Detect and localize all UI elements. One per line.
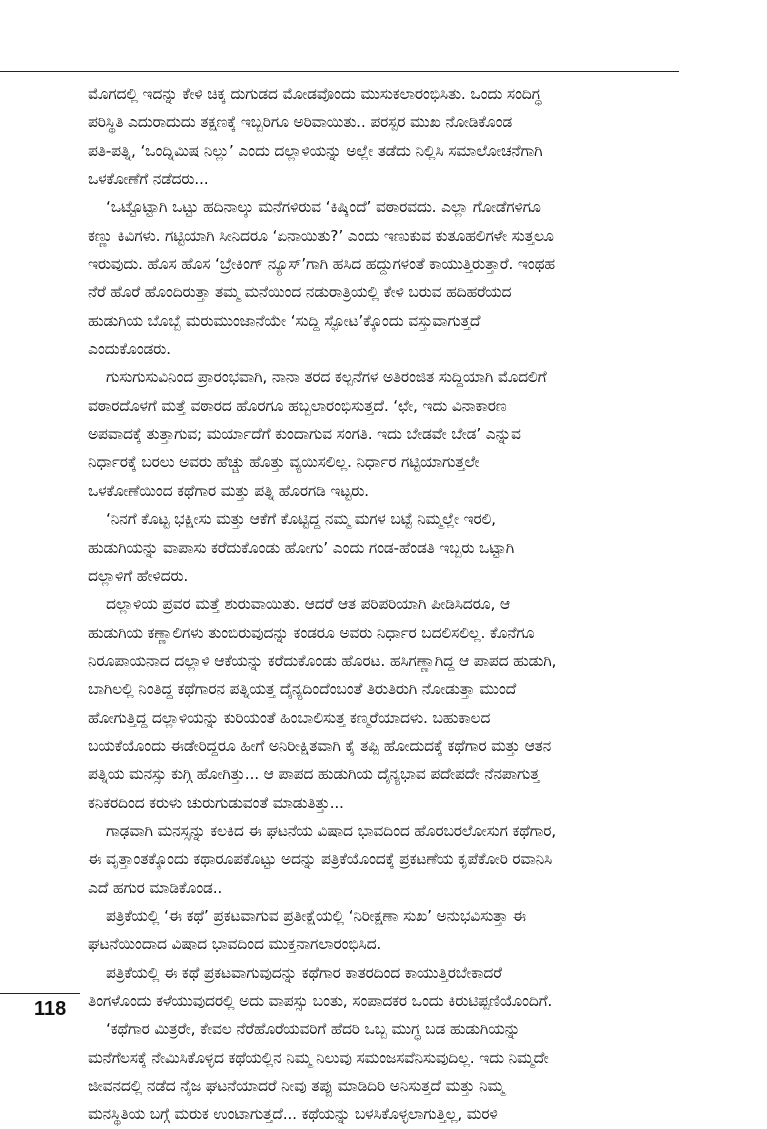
text-line: ತಿಂಗಳೊಂದು ಕಳೆಯುವುದರಲ್ಲಿ ಅದು ವಾಪಸ್ಸು ಬಂತು, ಸಂಪಾದಕರ ಒಂದು ಕಿರುಟಿಪ್ಪಣಿಯೊಂದಿಗೆ. [88,992,553,1010]
text-line: ಮನೆಗೆಲಸಕ್ಕೆ ನೇಮಿಸಿಕೊಳ್ಳದ ಕಥೆಯಲ್ಲಿನ ನಿಮ್ಮ ನಿಲುವು ಸಮಂಜಸವೆನಿಸುವುದಿಲ್ಲ. ಇದು ನಿಮ್ಮದೇ [88,1048,549,1067]
text-line: ದಲ್ಲಾಳಿಗೆ ಹೇಳಿದರು. [88,566,189,585]
text-line: ಮೊಗದಲ್ಲಿ ಇದನ್ನು ಕೇಳಿ ಚಿಕ್ಕ ದುಗುಡದ ಮೋಡವೊಂದು ಮುಸುಕಲಾರಂಭಿಸಿತು. ಒಂದು ಸಂದಿಗ್ಧ [88,85,542,103]
text-line: ಒಳಕೋಣೆಗೆ ನಡೆದರು... [88,170,209,189]
paragraph-start-line: ಗಾಢವಾಗಿ ಮನಸ್ಸನ್ನು ಕಲಕಿದ ಈ ಘಟನೆಯ ವಿಷಾದ ಭಾವದಿಂದ ಹೊರಬರಲೋಸುಗ ಕಥೆಗಾರ, [106,821,557,840]
paragraph-start-line: ಗುಸುಗುಸುವಿನಿಂದ ಪ್ರಾರಂಭವಾಗಿ, ನಾನಾ ತರದ ಕಲ್ಪನೆಗಳ ಅತಿರಂಜಿತ ಸುದ್ದಿಯಾಗಿ ಮೊದಲಿಗೆ [106,368,547,387]
text-line: ಪರಿಸ್ಥಿತಿ ಎದುರಾದುದು ತಕ್ಷಣಕ್ಕೆ ಇಬ್ಬರಿಗೂ ಅರಿವಾಯಿತು.. ಪರಸ್ಪರ ಮುಖ ನೋಡಿಕೊಂಡ [88,113,513,132]
footer-rule [0,993,80,994]
text-line: ಹುಡುಗಿಯ ಕಣ್ಣಾಲಿಗಳು ತುಂಬಿರುವುದನ್ನು ಕಂಡರೂ ಅವರು ನಿರ್ಧಾರ ಬದಲಿಸಲಿಲ್ಲ. ಕೊನೆಗೂ [88,623,535,642]
header-rule [0,71,679,72]
text-line: ಈ ವೃತ್ತಾಂತಕ್ಕೊಂದು ಕಥಾರೂಪಕೊಟ್ಟು ಅದನ್ನು ಪತ್ರಿಕೆಯೊಂದಕ್ಕೆ ಪ್ರಕಟಣೆಯ ಕೃಪೆಕೋರಿ ರವಾನಿಸಿ [88,850,553,869]
text-line: ಘಟನೆಯಿಂದಾದ ವಿಷಾದ ಭಾವದಿಂದ ಮುಕ್ತನಾಗಲಾರಂಭಿಸಿದ. [88,935,382,954]
text-line: ಬಾಗಿಲಲ್ಲಿ ನಿಂತಿದ್ದ ಕಥೆಗಾರನ ಪತ್ನಿಯತ್ತ ದೈನ್ಯದಿಂದೆಂಬಂತೆ ತಿರುತಿರುಗಿ ನೋಡುತ್ತಾ ಮುಂದೆ [88,680,517,699]
text-line: ಎದೆ ಹಗುರ ಮಾಡಿಕೊಂಡ.. [88,878,223,897]
paragraph-start-line: ‘ಒಟ್ಟೊಟ್ಟಾಗಿ ಒಟ್ಟು ಹದಿನಾಲ್ಕು ಮನೆಗಳಿರುವ ‘ಕಿಷ್ಕಿಂದೆ’ ವಠಾರವದು. ಎಲ್ಲಾ ಗೋಡೆಗಳಿಗೂ [106,198,541,217]
text-line: ಹುಡುಗಿಯ ಬೊಬ್ಬೆ ಮರುಮುಂಜಾನೆಯೇ ‘ಸುದ್ದಿ ಸ್ಫೋಟ’ಕ್ಕೊಂದು ವಸ್ತುವಾಗುತ್ತದೆ [88,311,481,330]
text-line: ಒಳಕೋಣೆಯಿಂದ ಕಥೆಗಾರ ಮತ್ತು ಪತ್ನಿ ಹೊರಗಡಿ ಇಟ್ಟರು. [88,481,369,500]
text-line: ಕನಿಕರದಿಂದ ಕರುಳು ಚುರುಗುಡುವಂತೆ ಮಾಡುತಿತ್ತು... [88,793,344,812]
text-line: ನಿರ್ಧಾರಕ್ಕೆ ಬರಲು ಅವರು ಹೆಚ್ಚು ಹೊತ್ತು ವ್ಯಯಿಸಲಿಲ್ಲ. ನಿರ್ಧಾರ ಗಟ್ಟಿಯಾಗುತ್ತಲೇ [88,453,480,472]
text-line: ಪತ್ನಿಯ ಮನಸ್ಸು ಕುಗ್ಗಿ ಹೋಗಿತ್ತು... ಆ ಪಾಪದ ಹುಡುಗಿಯ ದೈನ್ಯಭಾವ ಪದೇಪದೇ ನೆನಪಾಗುತ್ತ [88,765,540,784]
text-line: ಜೀವನದಲ್ಲಿ ನಡೆದ ನೈಜ ಘಟನೆಯಾದರೆ ನೀವು ತಪ್ಪು ಮಾಡಿದಿರಿ ಅನಿಸುತ್ತದೆ ಮತ್ತು ನಿಮ್ಮ [88,1077,505,1096]
text-line: ಬಯಕೆಯೊಂದು ಈಡೇರಿದ್ದರೂ ಹೀಗೆ ಅನಿರೀಕ್ಷಿತವಾಗಿ ಕೈ ತಪ್ಪಿ ಹೋದುದಕ್ಕೆ ಕಥೆಗಾರ ಮತ್ತು ಆತನ [88,736,552,755]
text-line: ಹುಡುಗಿಯನ್ನು ವಾಪಾಸು ಕರೆದುಕೊಂಡು ಹೋಗು’ ಎಂದು ಗಂಡ-ಹೆಂಡತಿ ಇಬ್ಬರು ಒಟ್ಟಾಗಿ [88,538,515,557]
page-number: 118 [34,998,67,1020]
text-line: ಪತಿ-ಪತ್ನಿ, ‘ಒಂದ್ನಿಮಿಷ ನಿಲ್ಲು’ ಎಂದು ದಲ್ಲಾಳಿಯನ್ನು ಅಲ್ಲೇ ತಡೆದು ನಿಲ್ಲಿಸಿ ಸಮಾಲೋಚನೆಗಾಗಿ [88,141,543,160]
text-line: ಹೋಗುತ್ತಿದ್ದ ದಲ್ಲಾಳಿಯನ್ನು ಕುರಿಯಂತೆ ಹಿಂಬಾಲಿಸುತ್ತ ಕಣ್ಮರೆಯಾದಳು. ಬಹುಕಾಲದ [88,708,491,727]
text-line: ಇರುವುದು. ಹೊಸ ಹೊಸ ‘ಬ್ರೇಕಿಂಗ್ ನ್ಯೂಸ್’ಗಾಗಿ ಹಸಿದ ಹದ್ದುಗಳಂತೆ ಕಾಯುತ್ತಿರುತ್ತಾರೆ. ಇಂಥಹ [88,255,555,274]
text-line: ವಠಾರದೊಳಗೆ ಮತ್ತೆ ವಠಾರದ ಹೊರಗೂ ಹಬ್ಬಲಾರಂಭಿಸುತ್ತದೆ. ‘ಛೇ, ಇದು ವಿನಾಕಾರಣ [88,396,507,415]
text-line: ಮನಸ್ಥಿತಿಯ ಬಗ್ಗೆ ಮರುಕ ಉಂಟಾಗುತ್ತದೆ... ಕಥೆಯನ್ನು ಬಳಸಿಕೊಳ್ಳಲಾಗುತ್ತಿಲ್ಲ, ಮರಳಿ [88,1105,498,1124]
text-line: ಅಪವಾದಕ್ಕೆ ತುತ್ತಾಗುವ; ಮರ್ಯಾದೆಗೆ ಕುಂದಾಗುವ ಸಂಗತಿ. ಇದು ಬೇಡವೇ ಬೇಡ’ ಎನ್ನುವ [88,425,521,444]
paragraph-start-line: ದಲ್ಲಾಳಿಯ ಪ್ರವರ ಮತ್ತೆ ಶುರುವಾಯಿತು. ಆದರೆ ಆತ ಪರಿಪರಿಯಾಗಿ ಪೀಡಿಸಿದರೂ, ಆ [106,595,510,614]
paragraph-start-line: ‘ಕಥೆಗಾರ ಮಿತ್ರರೇ, ಕೇವಲ ನೆರೆಹೊರೆಯವರಿಗೆ ಹೆದರಿ ಒಬ್ಬ ಮುಗ್ಧ ಬಡ ಹುಡುಗಿಯನ್ನು [106,1020,521,1039]
text-line: ನಿರೂಪಾಯನಾದ ದಲ್ಲಾಳಿ ಆಕೆಯನ್ನು ಕರೆದುಕೊಂಡು ಹೊರಟ. ಹಸಿಗಣ್ಣಾಗಿದ್ದ ಆ ಪಾಪದ ಹುಡುಗಿ, [88,651,557,670]
paragraph-start-line: ಪತ್ರಿಕೆಯಲ್ಲಿ ‘ಈ ಕಥೆ’ ಪ್ರಕಟವಾಗುವ ಪ್ರತೀಕ್ಷೆಯಲ್ಲಿ ‘ನಿರೀಕ್ಷಣಾ ಸುಖ’ ಅನುಭವಿಸುತ್ತಾ ಈ [106,906,526,925]
text-line: ನೆರೆ ಹೊರೆ ಹೊಂದಿರುತ್ತಾ ತಮ್ಮ ಮನೆಯಿಂದ ನಡುರಾತ್ರಿಯಲ್ಲಿ ಕೇಳಿ ಬರುವ ಹದಿಹರೆಯದ [88,283,512,302]
text-line: ಕಣ್ಣು ಕಿವಿಗಳು. ಗಟ್ಟಿಯಾಗಿ ಸೀನಿದರೂ ‘ಏನಾಯಿತು?’ ಎಂದು ಇಣುಕುವ ಕುತೂಹಲಿಗಳೇ ಸುತ್ತಲೂ [88,226,554,245]
body-text [88,80,682,1129]
text-line: ಎಂದುಕೊಂಡರು. [88,340,171,359]
paragraph-start-line: ‘ನಿನಗೆ ಕೊಟ್ಟ ಭಕ್ಷೀಸು ಮತ್ತು ಆಕೆಗೆ ಕೊಟ್ಟಿದ್ದ ನಮ್ಮ ಮಗಳ ಬಟ್ಟೆ ನಿಮ್ಮಲ್ಲೇ ಇರಲಿ, [106,510,496,529]
paragraph-start-line: ಪತ್ರಿಕೆಯಲ್ಲಿ ಈ ಕಥೆ ಪ್ರಕಟವಾಗುವುದನ್ನು ಕಥೆಗಾರ ಕಾತರದಿಂದ ಕಾಯುತ್ತಿರಬೇಕಾದರೆ [106,963,502,982]
